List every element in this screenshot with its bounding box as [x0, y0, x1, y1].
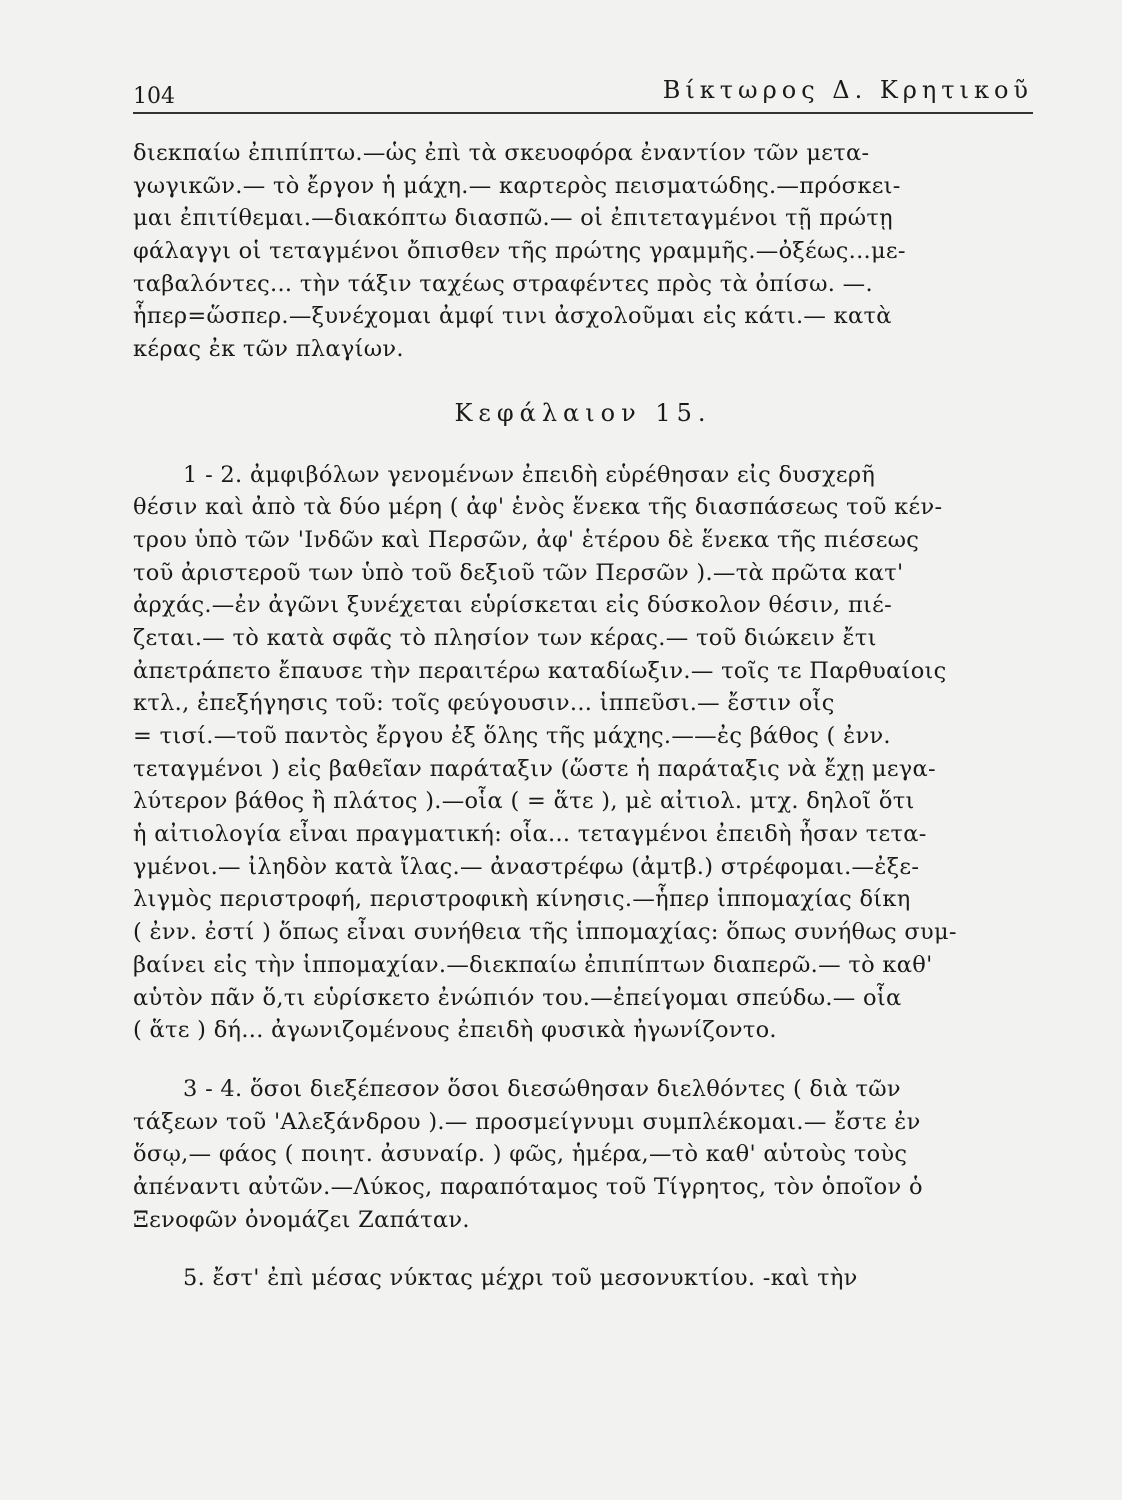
- text-line: [133, 336, 1033, 369]
- text-line: τεταγμένοι ) εἰς βαθεῖαν παράταξιν (ὥστε ἡ παράταξις νὰ ἔχῃ μεγα-: [133, 755, 936, 782]
- text-segment: ἧπερ=ὥσπερ.—ξυνέχομαι ἀμφί τινι ἀσχολοῦμαι εἰς κάτι.— κατὰ: [133, 303, 892, 330]
- text-line: [133, 173, 1033, 206]
- text-line: Ξενοφῶν ὀνομάζει Ζαπάταν.: [133, 1206, 470, 1233]
- text-line: 1 - 2. ἀμφιβόλων γενομένων ἐπειδὴ εὑρέθησαν εἰς δυσχερῆ: [183, 461, 876, 488]
- text-line: ( ἐνν. ἐστί ) ὅπως εἶναι συνήθεια τῆς ἱππομαχίας: ὅπως συνήθως συμ-: [133, 919, 957, 946]
- text-line: ζεται.— τὸ κατὰ σφᾶς τὸ πλησίον των κέρας.— τοῦ διώκειν ἔτι: [133, 624, 877, 651]
- text-line: [133, 271, 1033, 304]
- text-line: κτλ., ἐπεξήγησις τοῦ: τοῖς φεύγουσιν... ἱππεῦσι.— ἔστιν οἷς: [133, 690, 835, 717]
- spacer: [133, 432, 1033, 462]
- text-segment: γωγικῶν.— τὸ ἔργον ἡ μάχη.— καρτερὸς πεισματώδης.—πρόσκει-: [133, 172, 901, 199]
- text-line: ἀπέναντι αὐτῶν.—Λύκος, παραπόταμος τοῦ Τίγρητος, τὸν ὁποῖον ὁ: [133, 1173, 923, 1200]
- text-segment: κέρας ἐκ τῶν πλαγίων.: [133, 336, 404, 363]
- page-body: [133, 140, 1033, 1298]
- text-line: ἀρχάς.—ἐν ἀγῶνι ξυνέχεται εὑρίσκεται εἰς δύσκολον θέσιν, πιέ-: [133, 592, 893, 619]
- text-line: = τισί.—τοῦ παντὸς ἔργου ἐξ ὅλης τῆς μάχης.——ἐς βάθος ( ἐνν.: [133, 723, 891, 749]
- text-line: ἡ αἰτιολογία εἶναι πραγματική: οἷα... τεταγμένοι ἐπειδὴ ἦσαν τετα-: [133, 821, 927, 848]
- text-line: λιγμὸς περιστροφή, περιστροφικὴ κίνησις.—ἧπερ ἱππομαχίας δίκη: [133, 886, 911, 913]
- text-segment: διεκπαίω ἐπιπίπτω.—ὡς ἐπὶ τὰ σκευοφόρα ἐναντίον τῶν μετα-: [133, 140, 870, 166]
- text-segment: μαι ἐπιτίθεμαι.—διακόπτω διασπῶ.— οἱ ἐπιτεταγμένοι τῇ πρώτῃ: [133, 205, 893, 232]
- page-number: 104: [133, 84, 175, 109]
- spacer: [133, 369, 1033, 399]
- text-line: γμένοι.— ἰληδὸν κατὰ ἴλας.— ἀναστρέφω (ἀμτβ.) στρέφομαι.—ἐξε-: [133, 853, 920, 880]
- text-segment: ταβαλόντες... τὴν τάξιν ταχέως στραφέντες πρὸς τὰ ὀπίσω. —.: [133, 270, 873, 297]
- text-segment: φάλαγγι οἱ τεταγμένοι ὄπισθεν τῆς πρώτης γραμμῆς.—ὀξέως...με-: [133, 238, 906, 265]
- text-line: αὑτὸν πᾶν ὅ,τι εὑρίσκετο ἐνώπιόν του.—ἐπείγομαι σπεύδω.— οἷα: [133, 984, 902, 1011]
- text-line: βαίνει εἰς τὴν ἱππομαχίαν.—διεκπαίω ἐπιπίπτων διαπερῶ.— τὸ καθ': [133, 951, 933, 978]
- text-line: λύτερον βάθος ἢ πλάτος ).—οἷα ( = ἅτε ), μὲ αἰτιολ. μτχ. δηλοῖ ὅτι: [133, 788, 915, 815]
- chapter-title: Κεφάλαιον 15.: [454, 398, 712, 427]
- text-line: ( ἅτε ) δή... ἀγωνιζομένους ἐπειδὴ φυσικὰ ἠγωνίζοντο.: [133, 1017, 777, 1044]
- spacer: [133, 1239, 1033, 1265]
- text-line: 5. ἔστ' ἐπὶ μέσας νύκτας μέχρι τοῦ μεσονυκτίου. -καὶ τὴν: [183, 1265, 858, 1292]
- text-line: ἀπετράπετο ἔπαυσε τὴν περαιτέρω καταδίωξιν.— τοῖς τε Παρθυαίοις: [133, 657, 947, 684]
- text-line: ὅσῳ,— φάος ( ποιητ. ἀσυναίρ. ) φῶς, ἡμέρα,—τὸ καθ' αὑτοὺς τοὺς: [133, 1141, 908, 1168]
- text-line: θέσιν καὶ ἀπὸ τὰ δύο μέρη ( ἀφ' ἑνὸς ἕνεκα τῆς διασπάσεως τοῦ κέν-: [133, 494, 943, 521]
- text-line: τοῦ ἀριστεροῦ των ὑπὸ τοῦ δεξιοῦ τῶν Περσῶν ).—τὰ πρῶτα κατ': [133, 559, 904, 586]
- text-line: [133, 205, 1033, 238]
- text-line: τρου ὑπὸ τῶν 'Ινδῶν καὶ Περσῶν, ἀφ' ἑτέρου δὲ ἕνεκα τῆς πιέσεως: [133, 526, 920, 553]
- page-header: [133, 72, 1033, 114]
- text-line: [133, 238, 1033, 271]
- spacer: [133, 1050, 1033, 1076]
- running-head: Βίκτωρος Δ. Κρητικοῦ: [662, 76, 1033, 104]
- text-line: 3 - 4. ὅσοι διεξέπεσον ὅσοι διεσώθησαν διελθόντες ( διὰ τῶν: [183, 1075, 901, 1102]
- text-line: [133, 140, 1033, 173]
- text-line: τάξεων τοῦ 'Αλεξάνδρου ).— προσμείγνυμι συμπλέκομαι.— ἔστε ἐν: [133, 1108, 921, 1135]
- text-line: [133, 303, 1033, 336]
